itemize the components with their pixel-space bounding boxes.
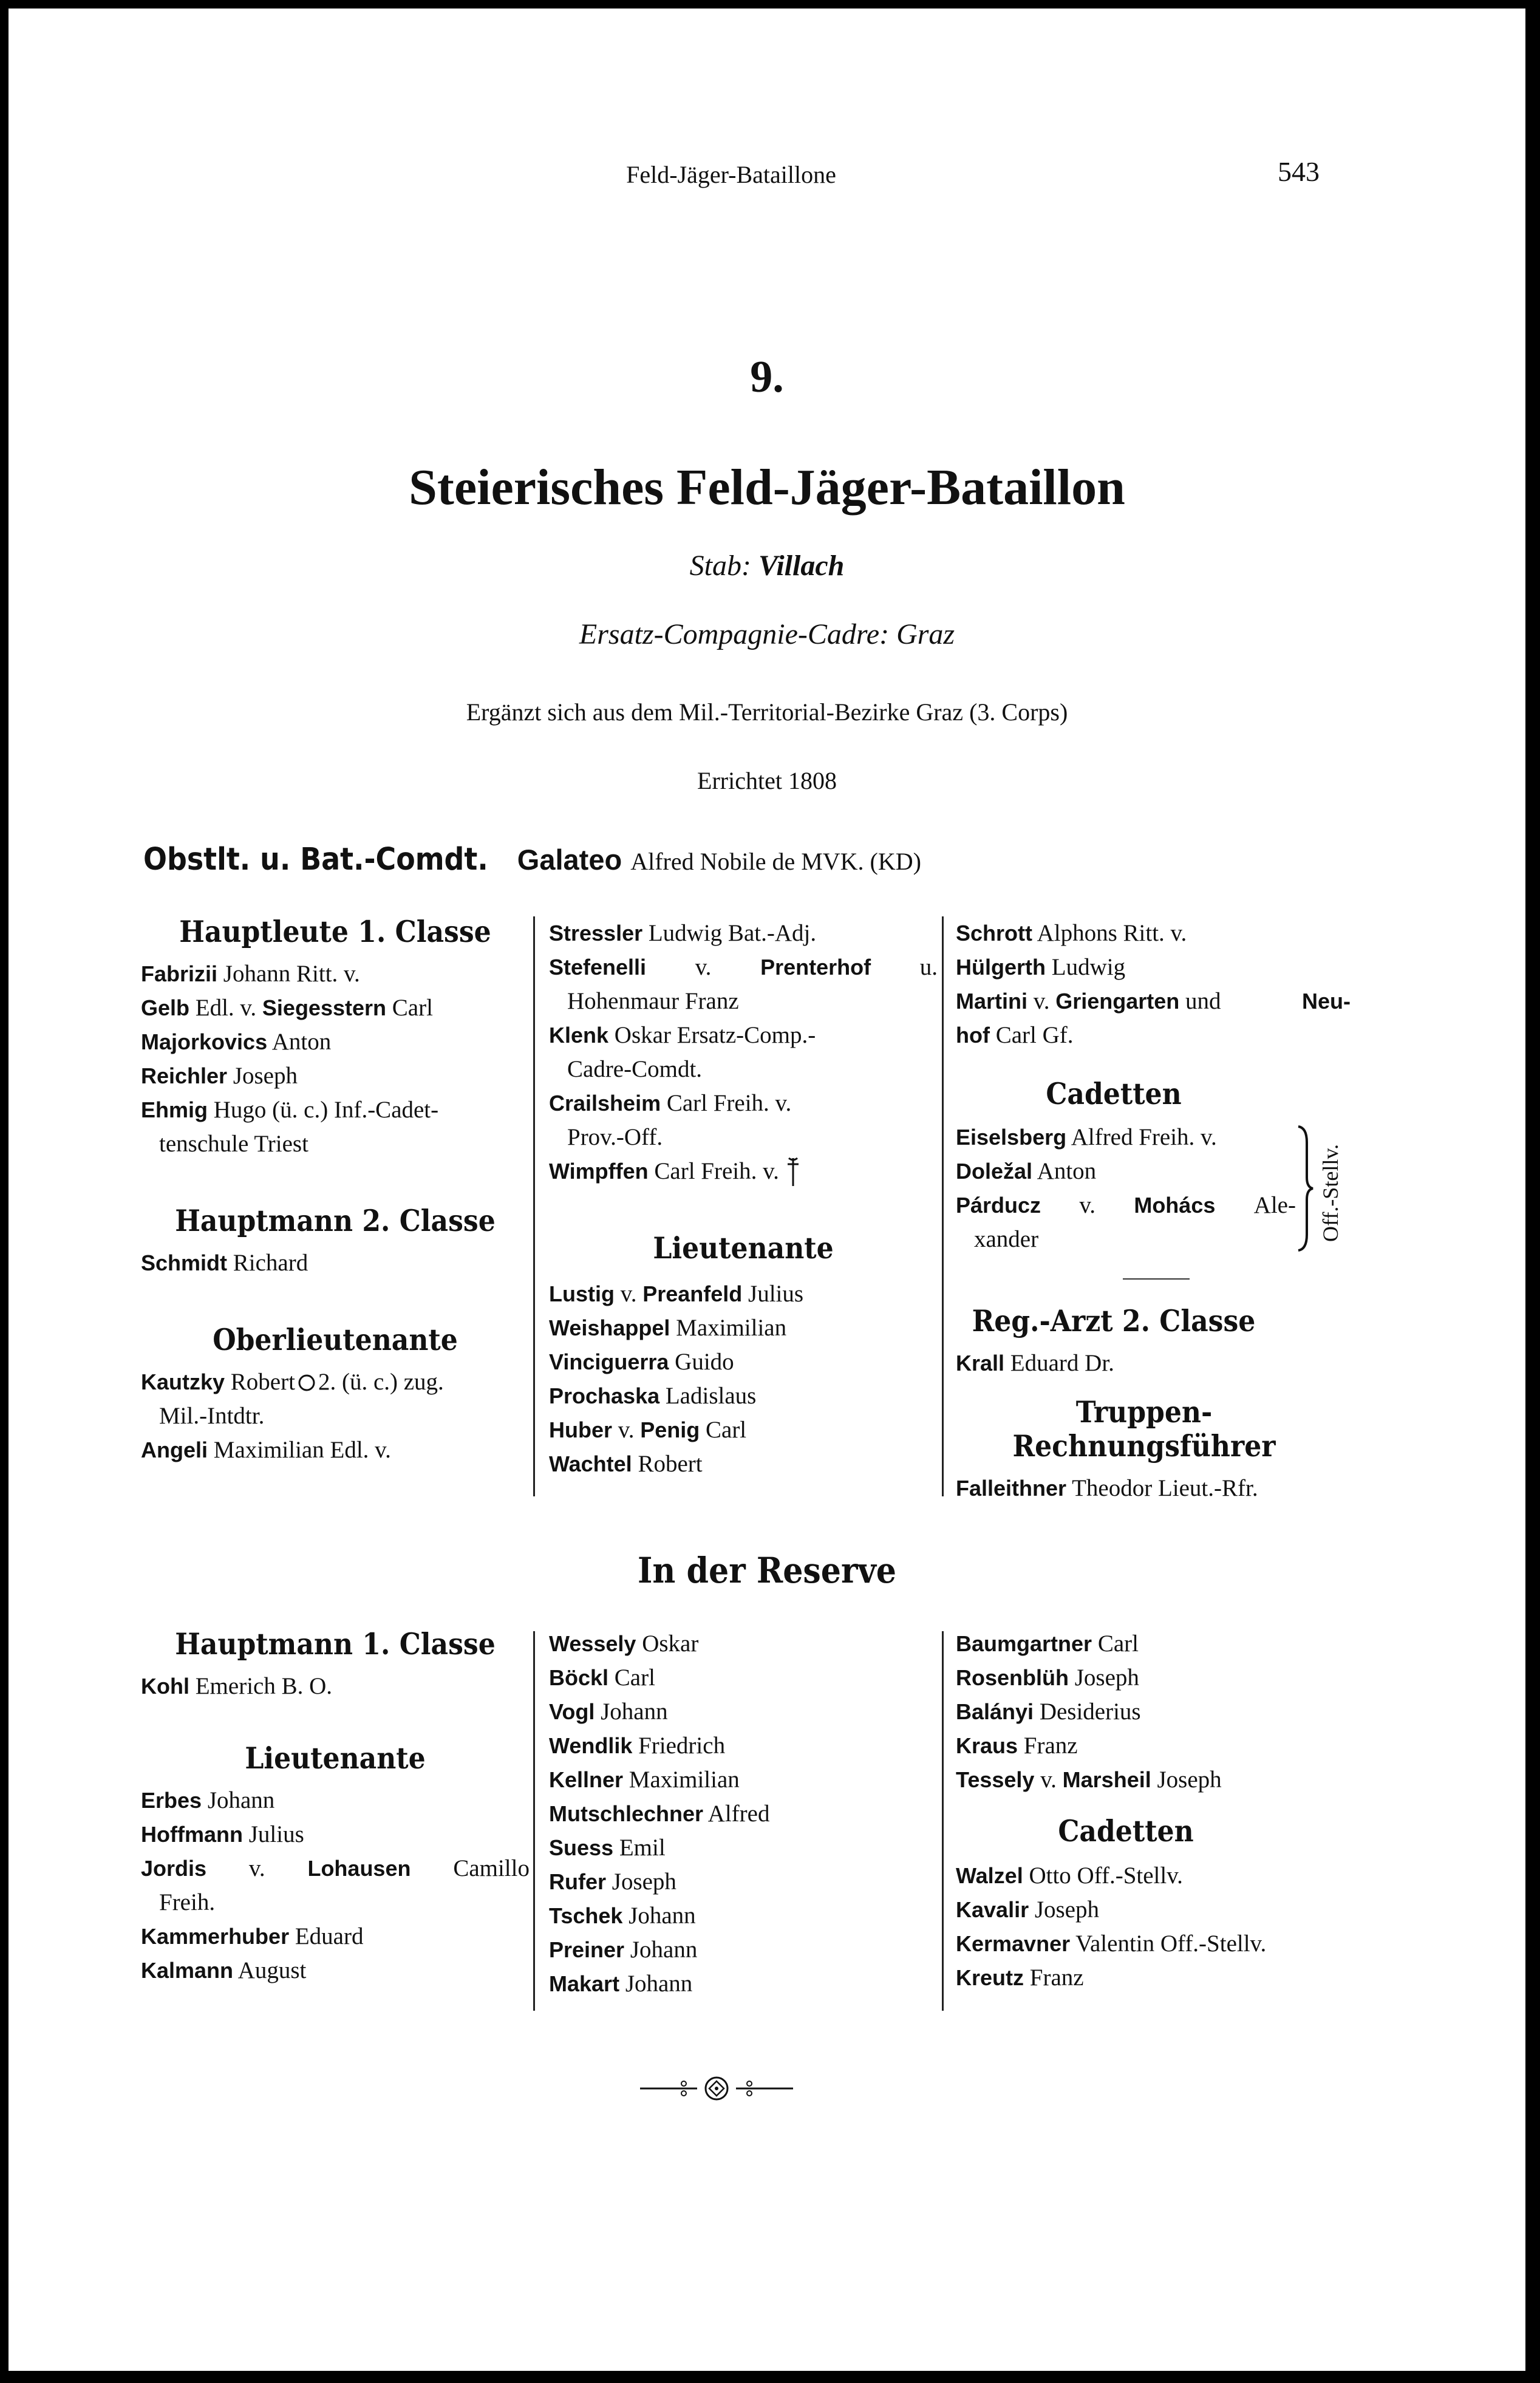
reserve-column-1 <box>141 1627 530 1988</box>
list-item: Krall Eduard Dr. <box>956 1350 1114 1376</box>
page <box>9 9 1525 2371</box>
list-item: Gelb Edl. v. Siegesstern Carl <box>141 995 433 1021</box>
list-item: Kautzky Robert 2. (ü. c.) zug. <box>141 1369 444 1395</box>
list-item: Erbes Johann <box>141 1787 275 1813</box>
brace-icon <box>1296 1124 1314 1253</box>
list-item: Prov.-Off. <box>567 1124 663 1150</box>
list-item: Reichler Joseph <box>141 1063 298 1089</box>
column-divider <box>942 916 944 1496</box>
list-item: Wimpffen Carl Freih. v. <box>549 1154 938 1188</box>
section-number: 9. <box>750 352 784 402</box>
list-item: Kermavner Valentin Off.-Stellv. <box>956 1931 1267 1957</box>
list-item: Suess Emil <box>549 1835 666 1861</box>
ersatz-place: Graz <box>896 618 955 650</box>
list-item: Kavalir Joseph <box>956 1897 1099 1923</box>
divider-rule <box>1123 1278 1190 1280</box>
list-item: Kammerhuber Eduard <box>141 1923 364 1949</box>
list-item: Mil.-Intdtr. <box>159 1403 265 1429</box>
list-item: Angeli Maximilian Edl. v. <box>141 1437 391 1463</box>
heading-hauptmann-2: Hauptmann 2. Classe <box>175 1203 496 1238</box>
reserve-column-2 <box>549 1627 938 2001</box>
ornament-icon <box>638 2073 796 2104</box>
list-item: Mutschlechner Alfred <box>549 1801 770 1827</box>
ersatz-label: Ersatz-Compagnie-Cadre: <box>579 618 890 650</box>
column-divider <box>942 1631 944 2011</box>
ersatz-line <box>9 618 1525 651</box>
list-item: xander <box>974 1226 1039 1252</box>
reserve-title: In der Reserve <box>638 1550 896 1591</box>
list-item: Hoffmann Julius <box>141 1821 304 1847</box>
list-item: Balányi Desiderius <box>956 1699 1141 1725</box>
list-item: Ehmig Hugo (ü. c.) Inf.-Cadet- <box>141 1097 439 1123</box>
commander-rank: Obstlt. u. Bat.-Comdt. <box>143 842 488 878</box>
list-item: Walzel Otto Off.-Stellv. <box>956 1863 1183 1889</box>
list-item: Lustig v. Preanfeld Julius <box>549 1281 804 1307</box>
list-item: Majorkovics Anton <box>141 1029 332 1055</box>
heading-hauptmann-1: Hauptmann 1. Classe <box>175 1626 496 1662</box>
list-item: Wessely Oskar <box>549 1631 699 1657</box>
list-item: Tessely v. Marsheil Joseph <box>956 1767 1222 1793</box>
list-item: Böckl Carl <box>549 1665 655 1691</box>
list-item: Kalmann August <box>141 1957 307 1983</box>
staff-place: Villach <box>758 550 845 582</box>
recruit-line: Ergänzt sich aus dem Mil.-Territorial-Bezirke Graz (3. Corps) <box>466 698 1068 726</box>
list-item: Doležal Anton <box>956 1158 1097 1184</box>
list-item: Kellner Maximilian <box>549 1767 740 1793</box>
active-column-1 <box>141 915 530 1467</box>
list-item: Huber v. Penig Carl <box>549 1417 747 1443</box>
heading-rechnungsfuehrer: Truppen-Rechnungsführer <box>1012 1394 1276 1464</box>
established-line: Errichtet 1808 <box>697 767 837 794</box>
list-item: hof Carl Gf. <box>956 1022 1074 1048</box>
commander-rest: Alfred Nobile de MVK. (KD) <box>630 848 921 875</box>
list-item: Stefenelli v. Prenterhof u. <box>549 954 938 980</box>
list-item: Kraus Franz <box>956 1733 1078 1759</box>
list-item: Kreutz Franz <box>956 1965 1084 1991</box>
list-item: Prochaska Ladislaus <box>549 1383 757 1409</box>
column-divider <box>533 1631 535 2011</box>
list-item: Schmidt Richard <box>141 1250 308 1276</box>
heading-lieutenante: Lieutenante <box>653 1230 834 1266</box>
list-item: Párducz v. Mohács Ale- <box>956 1192 1296 1218</box>
list-item: Wachtel Robert <box>549 1451 703 1477</box>
list-item: Kohl Emerich B. O. <box>141 1673 333 1699</box>
list-item: Vogl Johann <box>549 1699 668 1725</box>
page-title: Steierisches Feld-Jäger-Bataillon <box>409 459 1125 516</box>
deceased-cross-icon <box>785 1157 801 1187</box>
list-item: Tschek Johann <box>549 1903 696 1929</box>
list-item: Schrott Alphons Ritt. v. <box>956 920 1187 946</box>
running-head: Feld-Jäger-Bataillone <box>626 161 836 188</box>
list-item: Crailsheim Carl Freih. v. <box>549 1090 792 1116</box>
list-item: Eiselsberg Alfred Freih. v. <box>956 1124 1217 1150</box>
heading-oberlieutenante: Oberlieutenante <box>213 1322 458 1357</box>
list-item: Wendlik Friedrich <box>549 1733 726 1759</box>
list-item: Falleithner Theodor Lieut.-Rfr. <box>956 1475 1258 1501</box>
staff-label: Stab: <box>689 550 751 582</box>
page-number: 543 <box>1278 156 1320 187</box>
list-item: Fabrizii Johann Ritt. v. <box>141 961 360 987</box>
off-stellv-note: Off.-Stellv. <box>1318 1144 1343 1243</box>
list-item: Vinciguerra Guido <box>549 1349 734 1375</box>
active-column-2 <box>549 916 938 1481</box>
reserve-column-3 <box>956 1627 1351 1995</box>
list-item: tenschule Triest <box>159 1131 308 1157</box>
column-divider <box>533 916 535 1496</box>
list-item: Jordis v. Lohausen Camillo <box>141 1855 530 1881</box>
heading-hauptleute-1: Hauptleute 1. Classe <box>179 914 491 949</box>
list-item: Cadre-Comdt. <box>567 1056 703 1082</box>
list-item: Klenk Oskar Ersatz-Comp.- <box>549 1022 816 1048</box>
list-item: Baumgartner Carl <box>956 1631 1139 1657</box>
commander-surname: Galateo <box>517 844 622 876</box>
order-circle-icon <box>298 1374 316 1392</box>
list-item: Rosenblüh Joseph <box>956 1665 1139 1691</box>
heading-cadetten: Cadetten <box>1046 1076 1182 1111</box>
list-item: Stressler Ludwig Bat.-Adj. <box>549 920 817 946</box>
list-item: Hohenmaur Franz <box>567 988 739 1014</box>
list-item: Rufer Joseph <box>549 1869 676 1895</box>
list-item: Freih. <box>159 1889 216 1915</box>
heading-reg-arzt: Reg.-Arzt 2. Classe <box>972 1303 1256 1338</box>
list-item: Weishappel Maximilian <box>549 1315 787 1341</box>
heading-cadetten: Cadetten <box>1058 1813 1194 1849</box>
list-item: Martini v. Griengarten und Neu- <box>956 988 1351 1014</box>
list-item: Hülgerth Ludwig <box>956 954 1126 980</box>
commander-line <box>143 842 921 878</box>
active-column-3 <box>956 916 1351 1505</box>
heading-lieutenante: Lieutenante <box>245 1740 426 1776</box>
list-item: Preiner Johann <box>549 1937 698 1963</box>
staff-line <box>9 549 1525 582</box>
list-item: Makart Johann <box>549 1971 693 1997</box>
